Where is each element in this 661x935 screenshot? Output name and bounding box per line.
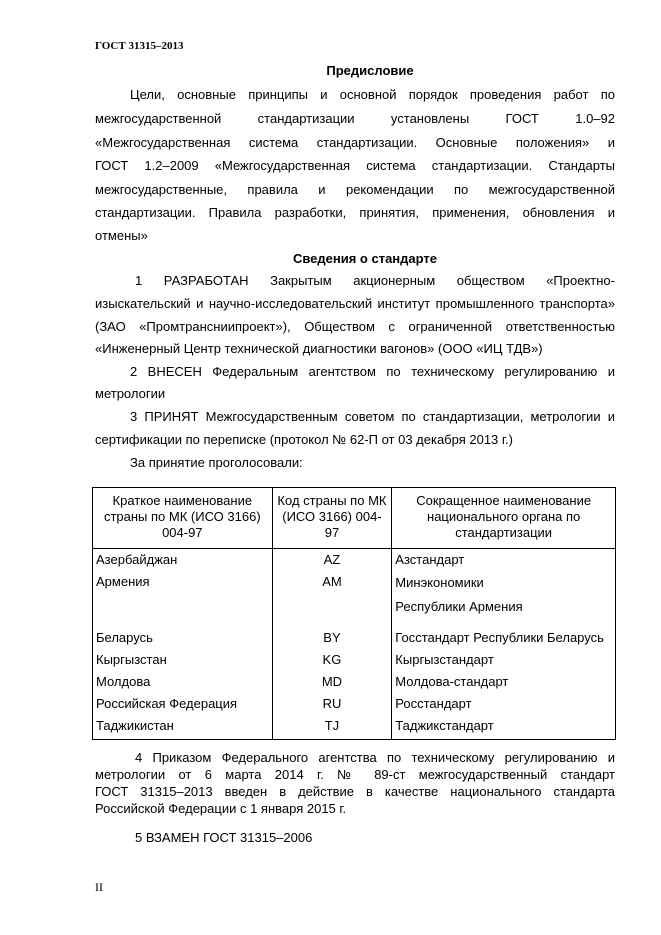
text-line: Цели, основные принципы и основной порядок проведения работ по [130,87,615,102]
text-line: метрологии [95,386,166,401]
text-line: «Межгосударственная система стандартизации. Основные положения» и [95,135,615,150]
text-line: 1 РАЗРАБОТАН Закрытым акционерным обществом «Проектно- [135,273,615,288]
country-cell: Таджикистан [93,715,273,740]
agency-cell: Кыргызстандарт [392,649,616,671]
table-row [93,693,616,715]
column-header: Краткое наименование страны по МК (ИСО 3166) 004-97 [93,488,273,549]
country-cell: Российская Федерация [93,693,273,715]
item-5: 5 ВЗАМЕН ГОСТ 31315–2006 [135,830,313,845]
code-cell: MD [272,671,392,693]
code-cell: RU [272,693,392,715]
column-header: Сокращенное наименование национального органа по стандартизации [392,488,616,549]
text-line: 3 ПРИНЯТ Межгосударственным советом по стандартизации, метрологии и [130,409,615,424]
text-line: ГОСТ 1.2–2009 «Межгосударственная система стандартизации. Стандарты [95,158,615,173]
text-line: «Инженерный Центр технической диагностики вагонов» (ООО «ИЦ ТДВ») [95,341,543,356]
text-line: 4 Приказом Федерального агентства по техническому регулированию и [135,750,615,765]
text-line: сертификации по переписке (протокол № 62-П от 03 декабря 2013 г.) [95,432,513,447]
text-line: стандартизации. Правила разработки, принятия, применения, обновления и [95,205,615,220]
table-row [93,627,616,649]
country-cell: Азербайджан [93,549,273,572]
table-row [93,649,616,671]
table-row [93,715,616,740]
country-cell: Молдова [93,671,273,693]
voting-table [92,487,616,740]
text-line: отмены» [95,228,148,243]
page-number: II [95,880,103,894]
table-row [93,671,616,693]
text-line: Российской Федерации с 1 января 2015 г. [95,801,347,816]
voted-label: За принятие проголосовали: [130,455,303,470]
table-row [93,571,616,627]
column-header: Код страны по МК (ИСО 3166) 004-97 [272,488,392,549]
text-line: изыскательский и научно-исследовательский институт промышленного транспорта» [95,296,615,311]
agency-cell: Госстандарт Республики Беларусь [392,627,616,649]
agency-cell: Молдова-стандарт [392,671,616,693]
table-row [93,549,616,572]
text-line: межгосударственные, правила и рекомендации по межгосударственной [95,182,615,197]
agency-cell: Азстандарт [392,549,616,572]
text-line: (ЗАО «Промтрансниипроект»), Обществом с ограниченной ответственностью [95,319,615,334]
document-header: ГОСТ 31315–2013 [95,40,184,52]
country-cell: Кыргызстан [93,649,273,671]
code-cell: AZ [272,549,392,572]
country-cell: Армения [93,571,273,627]
text-line: ГОСТ 31315–2013 введен в действие в качестве национального стандарта [95,784,615,799]
text-line: 2 ВНЕСЕН Федеральным агентством по техническому регулированию и [130,364,615,379]
preface-title: Предисловие [326,63,414,78]
code-cell: AM [272,571,392,627]
agency-cell: Минэкономики Республики Армения [392,571,616,627]
country-cell: Беларусь [93,627,273,649]
agency-cell: Таджикстандарт [392,715,616,740]
code-cell: KG [272,649,392,671]
text-line: межгосударственной стандартизации установлены ГОСТ 1.0–92 [95,111,615,126]
code-cell: TJ [272,715,392,740]
text-line: метрологии от 6 марта 2014 г. № 89-ст межгосударственный стандарт [95,767,615,782]
code-cell: BY [272,627,392,649]
info-title: Сведения о стандарте [292,251,438,266]
table-header-row [93,488,616,549]
agency-cell: Росстандарт [392,693,616,715]
